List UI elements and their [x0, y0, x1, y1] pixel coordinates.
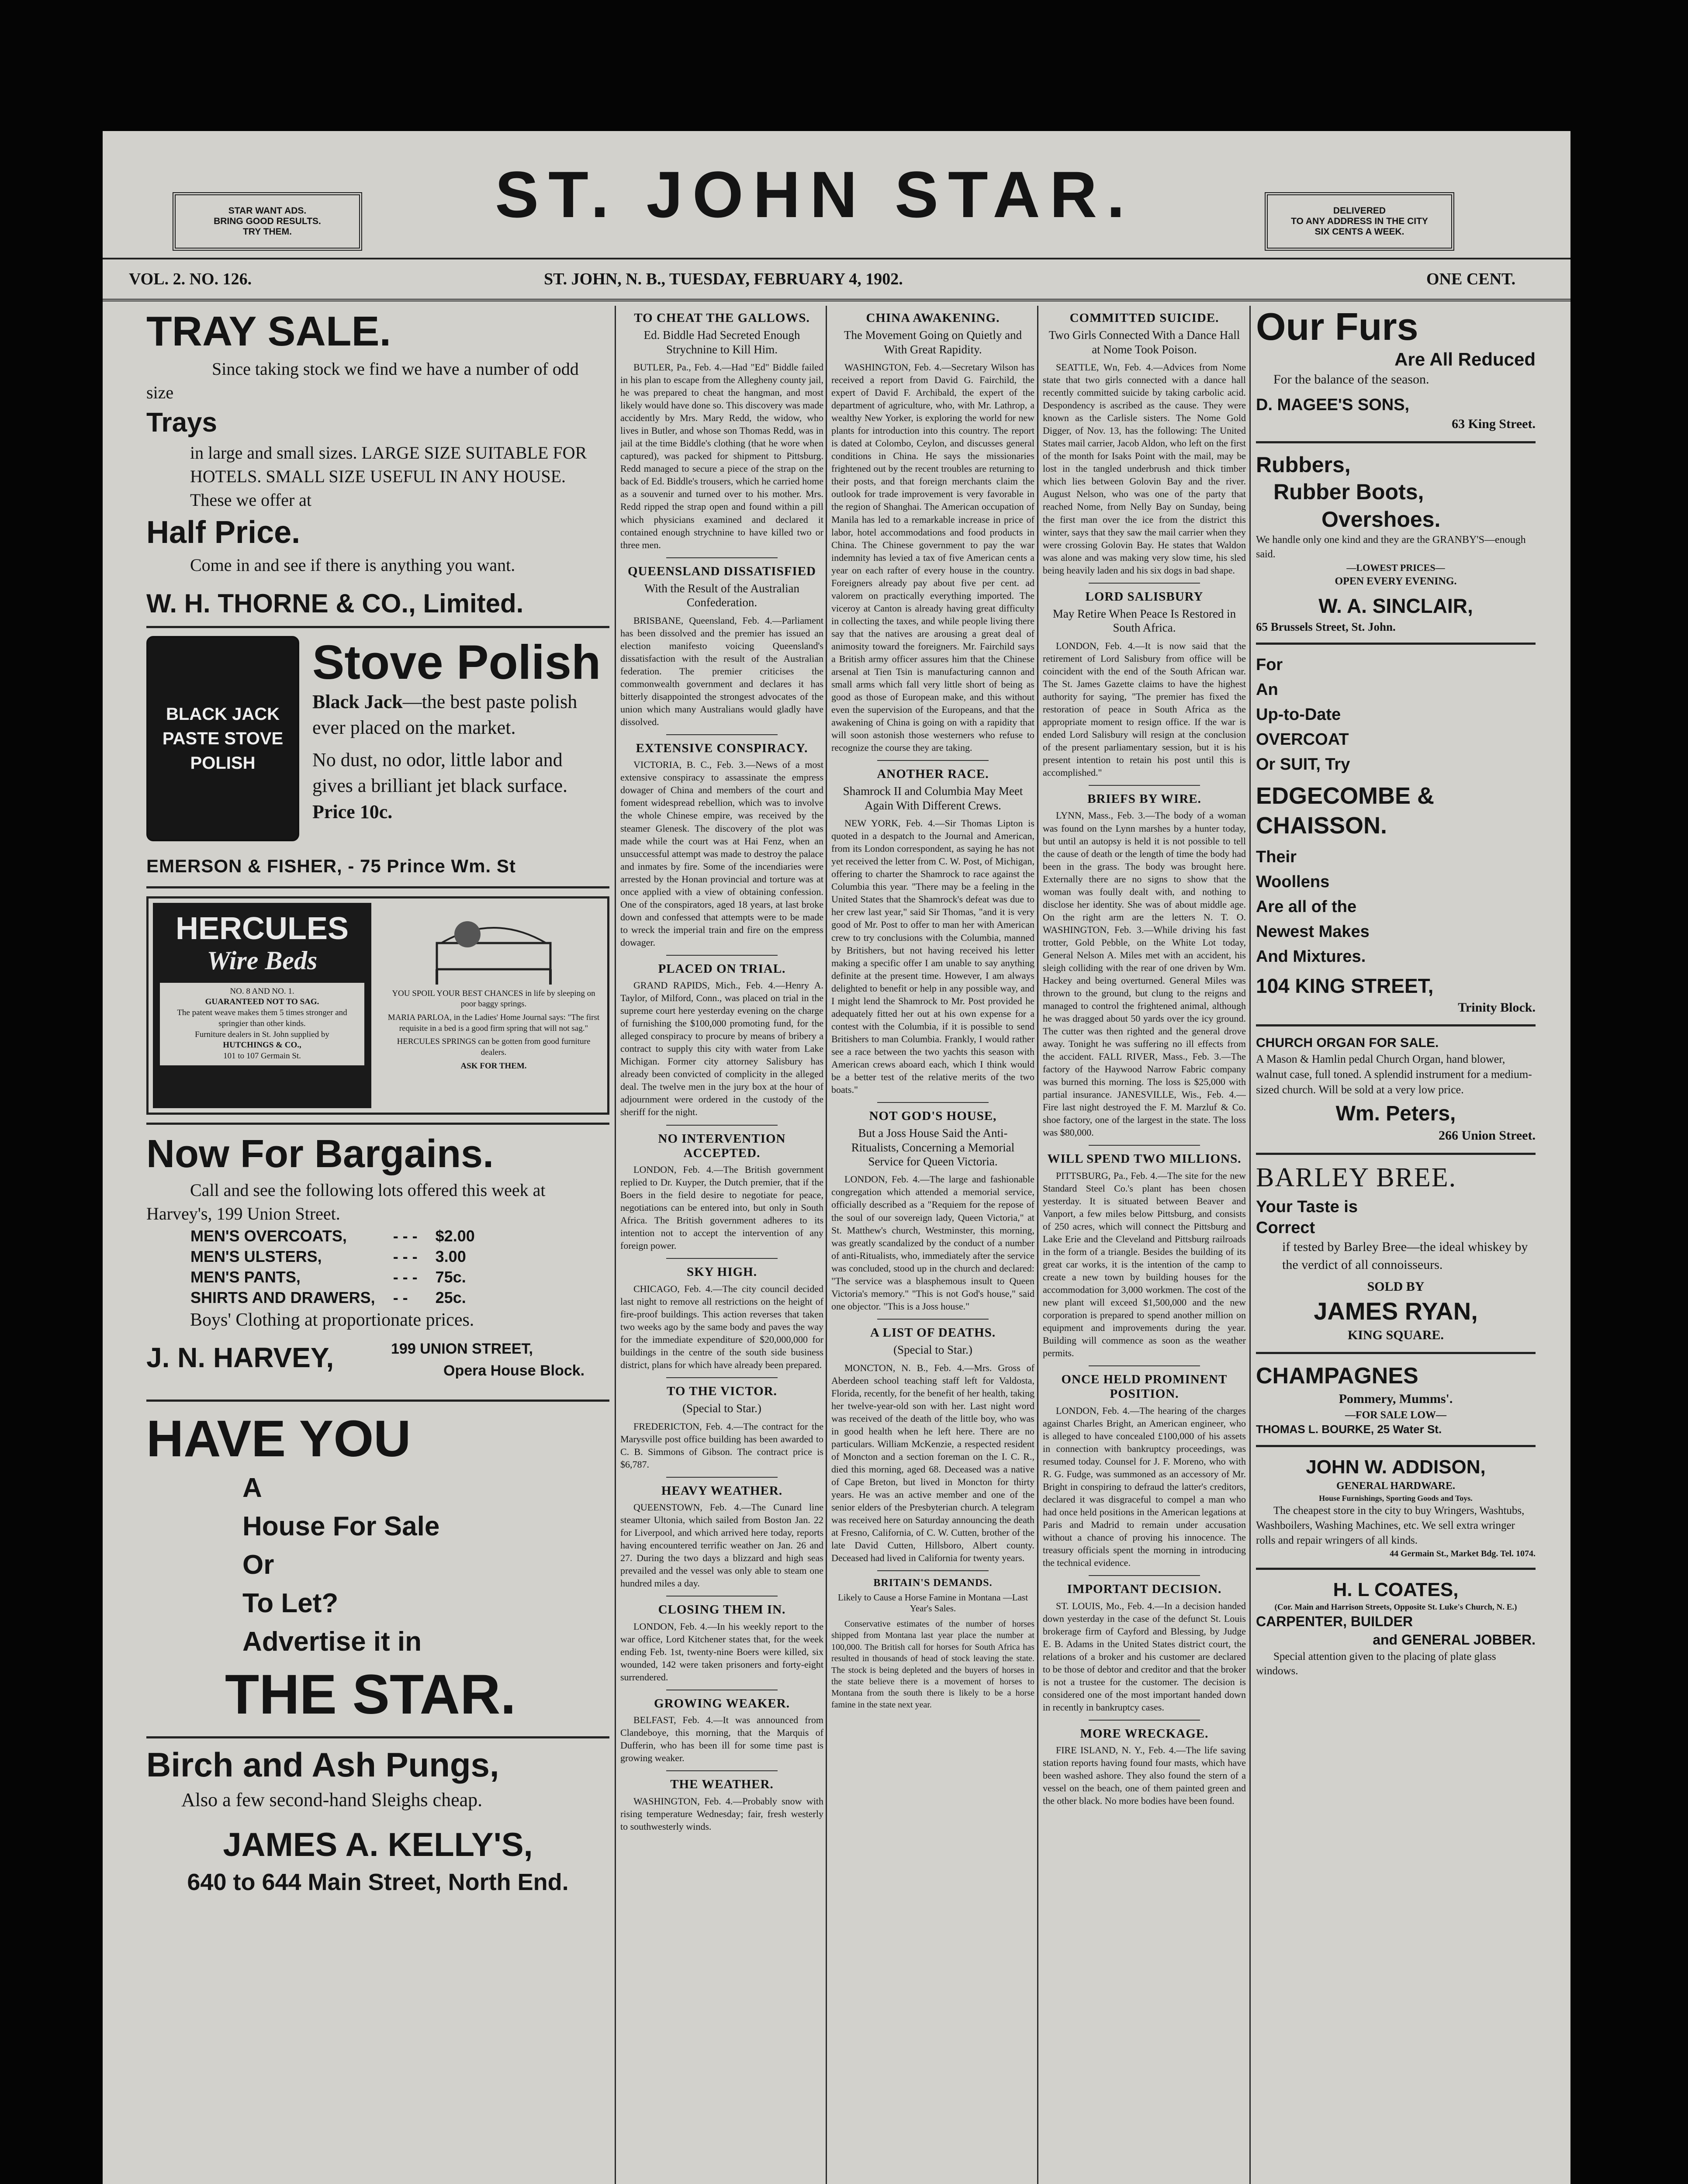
article-headline: HEAVY WEATHER.	[661, 1483, 783, 1498]
furs-title: Our Furs	[1256, 306, 1418, 348]
hercules-line: HUTCHINGS & CO.,	[223, 1040, 301, 1050]
article	[620, 1132, 823, 1252]
article-divider	[666, 1125, 778, 1126]
article-subhead: May Retire When Peace Is Restored in South Africa.	[1052, 607, 1236, 635]
have-you-line: Or	[242, 1550, 274, 1580]
ad-column-left	[146, 306, 609, 2184]
article-divider	[666, 734, 778, 735]
have-you-line: House For Sale	[242, 1511, 440, 1541]
article-headline: NOT GOD'S HOUSE,	[869, 1109, 997, 1123]
article	[1043, 1152, 1246, 1359]
magee-furs-ad	[1256, 306, 1536, 433]
volume-number: VOL. 2. NO. 126.	[129, 270, 252, 288]
article-headline: CLOSING THEM IN.	[658, 1603, 786, 1617]
spoil-line: YOU SPOIL YOUR BEST CHANCES in life by sleeping on poor baggy springs.	[392, 988, 595, 1009]
ad-separator	[1256, 1153, 1536, 1155]
article	[1043, 311, 1246, 577]
article-subhead: Two Girls Connected With a Dance Hall at Nome Took Poison.	[1048, 328, 1240, 356]
stove-polish-price: Price 10c.	[312, 801, 393, 822]
boys-clothing: Boys' Clothing at proportionate prices.	[190, 1310, 474, 1330]
price-row	[190, 1287, 475, 1308]
news-column-4	[1043, 306, 1246, 2184]
article-headline: WILL SPEND TWO MILLIONS.	[1047, 1152, 1242, 1166]
harvey-address-2: Opera House Block.	[443, 1362, 585, 1379]
article-body: ST. LOUIS, Mo., Feb. 4.—In a decision handed down yesterday in the case of the defunct St. Louis brokerage firm of Cayford and Blessing, by Judge E. B. Adams in the United States district court, the relations of a broker and his customer are declared to be those of debtor and creditor and that the broker is not a trustee for the customer. The decision is considered one of the most important handed down in recently in bankruptcy cases.	[1043, 1600, 1246, 1713]
article	[831, 311, 1034, 754]
bargains-ad	[146, 1133, 609, 1392]
hercules-line: GUARANTEED NOT TO SAG.	[205, 997, 319, 1007]
birch-pungs: Birch and Ash Pungs,	[146, 1745, 499, 1784]
article	[620, 564, 823, 728]
coates-address: (Cor. Main and Harrison Streets, Opposite St. Luke's Church, N. E.)	[1274, 1602, 1517, 1612]
price-dash: - -	[393, 1288, 408, 1306]
ad-separator	[1256, 643, 1536, 645]
article-divider	[666, 1596, 778, 1597]
have-you-title: HAVE YOU	[146, 1410, 411, 1468]
kelly-address: 640 to 644 Main Street, North End.	[187, 1869, 569, 1895]
article-subhead: Shamrock II and Columbia May Meet Again With Different Crews.	[843, 784, 1023, 812]
article-body: MONCTON, N. B., Feb. 4.—Mrs. Gross of Aberdeen school teaching staff left for Valdosta, Florida, recently, for the benefit of her health, taking her twelve-year-old son with her. Last night word was received of the death of the little boy, who was in good health when he left here. There are no particulars. William McKenzie, a respected resident of Moncton and a section foreman on the I. C. R., died this morning, aged 68. Deceased was a native of Cape Breton, but lived in Moncton for thirty years. He was an active member and one of the senior elders of the Presbyterian church. A telegram was received here on Saturday announcing the death at Fresno, California, of C. W. Cutten, brother of the late David Cutten, Hillsboro, Albert county. Deceased had lived in California for twenty years.	[831, 1362, 1034, 1563]
left-ear-line: TRY THEM.	[242, 227, 292, 237]
article-body: LONDON, Feb. 4.—The large and fashionable congregation which attended a memorial service, officially described as a "Requiem for the repose of the soul of our sovereign lady, Queen Victoria," at St. Matthew's church, Westminster, this morning, was greatly scandalized by the conduct of a number of anti-Ritualists, who, immediately after the service was concluded, stood up in the church and declared: "The service was a blasphemous insult to Queen Victoria's memory." "This is not God's house," said one objector. "This is a Joss house."	[831, 1174, 1034, 1312]
kelly-name: JAMES A. KELLY'S,	[223, 1826, 533, 1863]
tray-sale-intro: Since taking stock we find we have a number of odd size	[146, 359, 579, 402]
article-divider	[1089, 1145, 1200, 1146]
right-ear-line: TO ANY ADDRESS IN THE CITY	[1291, 216, 1428, 226]
article-headline: EXTENSIVE CONSPIRACY.	[636, 741, 808, 755]
article	[620, 1777, 823, 1832]
dateline-bar	[103, 258, 1570, 301]
article-subhead: Likely to Cause a Horse Famine in Montana —Last Year's Sales.	[837, 1592, 1028, 1614]
issue-date: ST. JOHN, N. B., TUESDAY, FEBRUARY 4, 1902.	[544, 270, 903, 288]
addison-text: The cheapest store in the city to buy Wringers, Washtubs, Washboilers, Washing Machines, etc. We sell extra wringer rolls and repair wringers of all kinds.	[1256, 1505, 1525, 1546]
article	[620, 1697, 823, 1764]
article-divider	[877, 1570, 989, 1571]
left-ear-line: BRING GOOD RESULTS.	[214, 216, 321, 226]
article-body: LONDON, Feb. 4.—In his weekly report to the war office, Lord Kitchener states that, for the week ending Feb. 1st, twenty-nine Boers were killed, six wounded, 142 were taken prisoners and forty-eight surrendered.	[620, 1621, 823, 1683]
left-ear-box	[173, 192, 362, 251]
carpenter-builder: CARPENTER, BUILDER	[1256, 1614, 1413, 1630]
granby-text: We handle only one kind and they are the GRANBY'S—enough said.	[1256, 534, 1526, 560]
article	[620, 1603, 823, 1683]
ad-separator	[1256, 1445, 1536, 1447]
article	[1043, 1582, 1246, 1714]
your-taste: Your Taste is Correct	[1256, 1198, 1358, 1237]
article	[831, 1577, 1034, 1711]
tray-sale-title: TRAY SALE.	[146, 308, 391, 355]
article-headline: TO THE VICTOR.	[667, 1384, 777, 1398]
article-divider	[877, 760, 989, 761]
champagnes-title: CHAMPAGNES	[1256, 1363, 1418, 1389]
article-headline: COMMITTED SUICIDE.	[1069, 311, 1219, 325]
bargains-text: Call and see the following lots offered this week at Harvey's, 199 Union Street.	[146, 1180, 546, 1223]
article-headline: NO INTERVENTION ACCEPTED.	[658, 1131, 786, 1160]
article	[620, 741, 823, 949]
article-body: LONDON, Feb. 4.—It is now said that the retirement of Lord Salisbury from office will be coincident with the end of the South African war. The St. James Gazette claims to have the highest authority for saying, "The premier has fixed the restoration of peace in South Africa as the appropriate moment to resign office. If the war is ended Lord Salisbury will resign at the conclusion of the present parliamentary session, but it is his present intention to retain his post until this is accomplished."	[1043, 640, 1246, 778]
price-row	[190, 1267, 475, 1287]
ad-separator	[1256, 1568, 1536, 1570]
hercules-line: NO. 8 AND NO. 1.	[230, 986, 294, 996]
magee-address: 63 King Street.	[1452, 417, 1536, 432]
trinity-block: Trinity Block.	[1458, 1000, 1536, 1015]
hercules-beds: Wire Beds	[207, 946, 318, 975]
tray-sale-ad	[146, 308, 609, 618]
church-organ-ad	[1256, 1034, 1536, 1145]
ad-column-right	[1256, 306, 1536, 2184]
article-subhead: The Movement Going on Quietly and With Great Rapidity.	[844, 328, 1022, 356]
article-divider	[666, 1377, 778, 1378]
trays-heading: Trays	[146, 407, 218, 438]
overshoes-line: Overshoes.	[1321, 507, 1441, 532]
article-body: WASHINGTON, Feb. 4.—Secretary Wilson has received a report from David G. Fairchild, the expert of David F. Archibald, the expert of the department of agriculture, who, with Mr. Lathrop, a wealthy New Yorker, is exploring the world for new plants for introduction into this country. The report is dated at Colombo, Ceylon, and discusses general conditions in China. He says the missionaries frightened out by the recent troubles are returning to their posts, and that foreign merchants claim the outlook for trade improvement is very favorable in the region of Shanghai. The American occupation of Manila has led to a remarkable increase in price of labor, hotel accommodations and food products in China. The Chinese government to pay the war indemnity has levied a tax of five American cents a year on each rafter of every house in the country. Foreigners already pay about five per cent. ad valorem on practically everything imported. The viceroy at Canton is already having great difficulty in collecting the taxes, and while people living there say that the natives are arousing a great deal of animosity toward the foreigners. Mr. Fairchild says a British army officer assures him that the Chinese arsenal at Tien Tsin is manufacturing cannon and small arms which fall very little short of being as good as those of European make, and this without even the supervision of the Europeans, and that the awakening of China is going on with a rapidity that will soon astonish those westerners who refuse to recognize the course they are taking.	[831, 362, 1034, 753]
masthead	[103, 131, 1570, 258]
edgecombe-name: EDGECOMBE &	[1256, 783, 1435, 809]
article	[1043, 590, 1246, 779]
open-evenings: OPEN EVERY EVENING.	[1335, 575, 1457, 587]
article-headline: BRITAIN'S DEMANDS.	[873, 1577, 993, 1589]
article	[831, 1109, 1034, 1313]
edge-line: For	[1256, 656, 1283, 674]
king-street-address: 104 KING STREET,	[1256, 975, 1434, 998]
for-sale-low: —FOR SALE LOW—	[1345, 1409, 1447, 1421]
article-body: BELFAST, Feb. 4.—It was announced from Clandeboye, this morning, that the Marquis of Dufferin, who has been ill for some time past is growing weaker.	[620, 1714, 823, 1764]
sold-by: SOLD BY	[1367, 1279, 1425, 1294]
news-column-3	[831, 306, 1034, 2184]
left-ear-line: STAR WANT ADS.	[228, 205, 307, 216]
ryan-name: JAMES RYAN,	[1314, 1297, 1478, 1325]
article-headline: QUEENSLAND DISSATISFIED	[628, 564, 816, 578]
coates-name: H. L COATES,	[1333, 1579, 1459, 1600]
spoil-line: HERCULES SPRINGS can be gotten from good furniture dealers.	[397, 1037, 591, 1057]
article-headline: LORD SALISBURY	[1085, 589, 1204, 604]
ad-separator	[1256, 1352, 1536, 1354]
bargains-title: Now For Bargains.	[146, 1132, 494, 1176]
article-body: SEATTLE, Wn, Feb. 4.—Advices from Nome state that two girls connected with a dance hall recently committed suicide by taking carbolic acid. Despondency is ascribed as the cause. They were known as the Carlisle sisters. The Nome Gold Digger, of Nov. 13, has the following: The United States mail carrier, Jacob Aldon, who left on the first of the month for Isaks Point with the mail, may be lost in the tangled underbrush and thick timber which lies between Golovin Bay and the river. August Nelson, who was one of the party that reached Nome, from Nelly Bay on Sunday, being the first man over the ice from the district this winter, says that they saw the mail carrier when they were crossing Golovin Bay. He states that Waldon was alone and was making very slow time, his sled being heavily laden and his six dogs in bad shape.	[1043, 362, 1246, 576]
article-body: VICTORIA, B. C., Feb. 3.—News of a most extensive conspiracy to assassinate the empress dowager of China and members of the court and foment widespread rebellion, which was to involve the whole Chinese empire, was received by the steamer Glenesk. The discovery of the plot was made while the court was at Hai Fenz, when an unsuccessful attempt was made to destroy the palace and inmates by fire. Some of the incendiaries were arrested by the Honan provincial and torture was at once applied with a view of obtaining confession. One of the conspirators, aged 18 years, at last broke down and confessed that attempts were to be made to wreck the imperial train and fire on the empress dowager.	[620, 759, 823, 948]
price-value: 3.00	[435, 1247, 466, 1265]
right-ear-box	[1265, 192, 1454, 251]
ad-separator	[146, 886, 609, 888]
article-divider	[1089, 1720, 1200, 1721]
price-value: 25c.	[435, 1288, 466, 1306]
half-price: Half Price.	[146, 515, 301, 550]
article-subhead: Ed. Biddle Had Secreted Enough Strychnine to Kill Him.	[643, 328, 800, 356]
black-jack-name: Black Jack	[312, 691, 403, 712]
tin-label: BLACK JACK PASTE STOVE POLISH	[162, 704, 284, 773]
article-body: FREDERICTON, Feb. 4.—The contract for the Marysville post office building has been awarded to C. B. Simmons of Gibson. The contract price is $6,787.	[620, 1420, 823, 1470]
article-body: NEW YORK, Feb. 4.—Sir Thomas Lipton is quoted in a despatch to the Journal and American, from its London correspondent, as saying he has not yet received the letter from C. W. Post, of Michigan, offering to charter the Shamrock to race against the Columbia this year. "There may be a feeling in the United States that the Shamrock's defeat was due to her crew last year," said Sir Thomas, "and it is very good of Mr. Post to offer to man her with American crew to try conclusions with the Columbia, manned by Britishers, but not having received his letter making a specific offer I am unable to say anything definite at the present time. However, I am always delighted to benefit or help in any possible way, and I might lend the Shamrock to Mr. Post provided he adequately fitted her out at his own expense for a contest with the Columbia, if it is possible to send Britishers to man Columbia. Frankly, I would rather see a race between the two yachts this season with American crews aboard each, which I think would be a better test of the relative merits of the two boats."	[831, 818, 1034, 1095]
kelly-ad	[146, 1746, 609, 1897]
article	[831, 1326, 1034, 1564]
come-in-text: Come in and see if there is anything you want.	[190, 555, 515, 575]
woollens-line: Woollens	[1256, 873, 1330, 892]
price-item: MEN'S ULSTERS,	[190, 1247, 322, 1265]
granby-ad	[1256, 451, 1536, 635]
article-subhead: With the Result of the Australian Confederation.	[644, 581, 800, 609]
furs-text: For the balance of the season.	[1273, 372, 1429, 387]
have-you-line: To Let?	[242, 1588, 339, 1619]
have-you-line: A	[242, 1472, 262, 1503]
article-headline: ONCE HELD PROMINENT POSITION.	[1061, 1372, 1228, 1401]
article-headline: GROWING WEAKER.	[654, 1696, 790, 1711]
price-dash: - - -	[393, 1227, 418, 1245]
price-item: MEN'S OVERCOATS,	[190, 1227, 347, 1245]
black-jack-tin-image	[146, 636, 299, 841]
the-star-text: THE STAR.	[225, 1663, 516, 1726]
rubber-boots-line: Rubber Boots,	[1273, 480, 1424, 505]
price-dash: - - -	[393, 1268, 418, 1286]
harvey-address-1: 199 UNION STREET,	[391, 1341, 533, 1358]
lowest-prices: —LOWEST PRICES—	[1346, 562, 1445, 574]
article-divider	[666, 955, 778, 956]
edge-line: Or SUIT, Try	[1256, 755, 1350, 774]
sinclair-name: W. A. SINCLAIR,	[1318, 594, 1473, 618]
edge-line: OVERCOAT	[1256, 730, 1349, 749]
newspaper-page	[103, 131, 1570, 2184]
champagnes-ad	[1256, 1362, 1536, 1437]
spoil-line: MARIA PARLOA, in the Ladies' Home Journal says: "The first requisite in a bed is a good firm spring that will not sag."	[387, 1013, 600, 1033]
barley-bree-title: BARLEY BREE.	[1256, 1162, 1457, 1192]
article-divider	[1089, 583, 1200, 584]
article	[620, 311, 823, 551]
coates-text: Special attention given to the placing of plate glass windows.	[1256, 1650, 1496, 1677]
article-headline: BRIEFS BY WIRE.	[1087, 792, 1201, 806]
news-column-2	[620, 306, 823, 2184]
pommery-mumms: Pommery, Mumms'.	[1339, 1392, 1453, 1406]
woollens-line: And Mixtures.	[1256, 947, 1366, 966]
woollens-line: Newest Makes	[1256, 923, 1370, 941]
article-body: BRISBANE, Queensland, Feb. 4.—Parliament has been dissolved and the premier has issued an election manifesto voicing Queensland's dissatisfaction with the result of the Australian federation. The premier criticises the commonwealth government and declares it has bitterly disappointed the strongest advocates of the union which many Australians would gladly have dissolved.	[620, 615, 823, 727]
woollens-line: Are all of the	[1256, 898, 1357, 916]
article-headline: TO CHEAT THE GALLOWS.	[634, 311, 810, 325]
newspaper-title: ST. JOHN STAR.	[495, 158, 1135, 231]
hercules-line: Furniture dealers in St. John supplied by	[195, 1030, 329, 1039]
article-headline: IMPORTANT DECISION.	[1067, 1582, 1222, 1597]
price-row	[190, 1246, 475, 1267]
price-item: MEN'S PANTS,	[190, 1268, 301, 1286]
article-divider	[666, 1770, 778, 1771]
article	[831, 767, 1034, 1096]
bourke-address: THOMAS L. BOURKE, 25 Water St.	[1256, 1422, 1442, 1436]
article-body: QUEENSTOWN, Feb. 4.—The Cunard line steamer Ultonia, which sailed from Boston Jan. 22 for Liverpool, and which arrived here today, reports having encountered terrific weather on Jan. 26 and 27. During the two days a blizzard and high seas prevailed and the vessel was only able to steam one hundred miles a day.	[620, 1502, 823, 1589]
right-ear-line: DELIVERED	[1333, 205, 1386, 216]
article-headline: A LIST OF DEATHS.	[870, 1325, 996, 1340]
column-rule	[1249, 306, 1251, 2184]
article-body: PITTSBURG, Pa., Feb. 4.—The site for the new Standard Steel Co.'s plant has been chosen yesterday. It is situated between Beaver and Vanport, a few miles below Pittsburg, and consists of 250 acres, which will connect the Pittsburg and Lake Erie and the Cleveland and Pittsburg railroads in the form of a triangle. Besides the building of its great car works, it is the intention of the camp to create a new town by building houses for the accommodation for 3,000 workmen. The cost of the new plant will exceed $1,500,000 and the new corporation is prepared to spend another million on equipment and improvements during the year. Building will commence as soon as the weather permits.	[1043, 1170, 1246, 1359]
article	[1043, 1727, 1246, 1807]
have-you-ad	[146, 1410, 609, 1728]
article-divider	[666, 1258, 778, 1259]
ad-separator	[1256, 1024, 1536, 1026]
article-body: FIRE ISLAND, N. Y., Feb. 4.—The life saving station reports having found four masts, which have been washed ashore. They also found the stern of a vessel on the beach, one of them painted green and the other black. No more bodies have been found.	[1043, 1745, 1246, 1807]
article-subhead: But a Joss House Said the Anti-Ritualists, Concerning a Memorial Service for Queen Victoria.	[851, 1127, 1015, 1168]
article-headline: CHINA AWAKENING.	[866, 311, 1000, 325]
article-body: LONDON, Feb. 4.—The British government replied to Dr. Kuyper, the Dutch premier, that if the Boers in the field desire to negotiate for peace, negotiations can be entered into, but only in South Africa. The British government adheres to its intention not to accept the intervention of any foreign power.	[620, 1164, 823, 1251]
article-headline: PLACED ON TRIAL.	[658, 961, 786, 976]
emerson-fisher: EMERSON & FISHER, - 75 Prince Wm. St	[146, 855, 516, 876]
woollens-line: Their	[1256, 848, 1297, 867]
hercules-name: HERCULES	[175, 911, 349, 946]
sleighs-text: Also a few second-hand Sleighs cheap.	[181, 1789, 483, 1811]
ad-separator	[146, 1736, 609, 1738]
ad-separator	[146, 626, 609, 628]
sinclair-address: 65 Brussels Street, St. John.	[1256, 620, 1396, 633]
bed-illustration	[428, 904, 559, 987]
addison-ad	[1256, 1455, 1536, 1560]
addison-name: JOHN W. ADDISON,	[1306, 1456, 1486, 1478]
stove-polish-text-2: No dust, no odor, little labor and gives a brilliant jet black surface.	[312, 749, 567, 797]
spoil-line: ASK FOR THEM.	[460, 1061, 527, 1071]
column-rule	[1037, 306, 1038, 2184]
coates-ad	[1256, 1578, 1536, 1679]
hercules-line: The patent weave makes them 5 times stronger and springier than other kinds.	[177, 1008, 347, 1028]
right-ear-line: SIX CENTS A WEEK.	[1314, 227, 1404, 237]
addison-address: 44 Germain St., Market Bdg. Tel. 1074.	[1390, 1548, 1536, 1559]
organ-heading: CHURCH ORGAN FOR SALE.	[1256, 1036, 1439, 1051]
chaisson-name: CHAISSON.	[1256, 812, 1387, 839]
column-rule	[615, 306, 616, 2184]
article-headline: SKY HIGH.	[686, 1265, 757, 1279]
article	[620, 1484, 823, 1590]
harvey-name: J. N. HARVEY,	[146, 1342, 334, 1374]
article-body: BUTLER, Pa., Feb. 4.—Had "Ed" Biddle failed in his plan to escape from the Allegheny county jail, he was prepared to cheat the hangman, and most likely would have done so. This discovery was made accidently by Mrs. Mary Redd, the widow, who lives in Butler, and whose son Thomas Redd, was in jail at the time Biddle's clothing (that he wore when captured), was packed for shipment to Pittsburg. Redd managed to secure a piece of the strap on the back of Ed. Biddle's trousers, which he carried home as a souvenir and turned over to his mother. Mrs. Redd ripped the strap open and found within a pill which physicians examined and declared it contained enough strychnine to have killed two or three men.	[620, 362, 823, 550]
king-square: KING SQUARE.	[1347, 1327, 1444, 1342]
ad-separator	[1256, 441, 1536, 443]
article-subhead: (Special to Star.)	[682, 1402, 761, 1415]
article	[620, 1384, 823, 1471]
peters-address: 266 Union Street.	[1439, 1128, 1536, 1143]
ad-separator	[146, 1123, 609, 1125]
hercules-ad	[146, 896, 609, 1115]
article-divider	[1089, 1575, 1200, 1576]
magee-name: D. MAGEE'S SONS,	[1256, 395, 1410, 414]
article-divider	[1089, 1365, 1200, 1366]
article-divider	[1089, 785, 1200, 786]
article-body: CHICAGO, Feb. 4.—The city council decided last night to remove all restrictions on the height of fire-proof buildings. This action reverses that taken two weeks ago by the same body and paves the way for the immediate expenditure of $20,000,000 for buildings in the centre of the south side business district, plans for which have already been prepared.	[620, 1283, 823, 1370]
article-body: LONDON, Feb. 4.—The hearing of the charges against Charles Bright, an American engineer, who is alleged to have concealed £100,000 of his assets in connection with bankruptcy proceedings, was resumed today. Counsel for J. F. Moreno, who with R. G. Fudge, was summoned as an accessory of Mr. Bright in conspiring to defraud the latter's creditors, declared it was disgraceful to compel a man who had once held positions in the American legations at Paris and Madrid to remain under accusation without a chance of proving his innocence. The treasury officials spent the morning in introducing the technical evidence.	[1043, 1405, 1246, 1569]
issue-price: ONE CENT.	[1426, 270, 1516, 288]
price-row	[190, 1226, 475, 1246]
house-furnishings: House Furnishings, Sporting Goods and Toys.	[1319, 1494, 1473, 1503]
article	[620, 1265, 823, 1371]
article-body: GRAND RAPIDS, Mich., Feb. 4.—Henry A. Taylor, of Milford, Conn., was placed on trial in the supreme court here yesterday evening on the charge of furnishing the $100,000 promoting fund, for the alleged conspiracy to procure by means of bribery a contract to supply this city with water from Lake Michigan. Former city attorney Salisbury has already been convicted of complicity in the alleged deal. The twelve men in the jury box at the hour of adjournment were ordered in the custody of the sheriff for the night.	[620, 980, 823, 1118]
article-body: WASHINGTON, Feb. 4.—Probably snow with rising temperature Wednesday; fair, fresh westerly to southwesterly winds.	[620, 1795, 823, 1832]
edge-line: An	[1256, 681, 1278, 699]
barley-bree-ad	[1256, 1163, 1536, 1344]
stove-polish-text: —the best paste polish ever placed on the market.	[312, 691, 578, 739]
stove-polish-title: Stove Polish	[312, 635, 601, 689]
article	[1043, 1372, 1246, 1569]
article-body: LYNN, Mass., Feb. 3.—The body of a woman was found on the Lynn marshes by a hunter today, but until an autopsy is held it is not possible to tell the cause of death or the length of time the body had been in the grass. The body was brought here. Externally there are no signs to show that the woman was foully dealt with, and nothing to disclose her identity. She was of about middle age. On the right arm are the letters N. T. O. WASHINGTON, Feb. 3.—While driving his fast trotter, Gold Pebble, on the White Lot today, General Nelson A. Miles met with an accident, his sleigh colliding with the rear of one driven by Wm. Hackey and being overturned. General Miles was thrown to the ground, but clung to the reigns and managed to control the frightened animal, although he was dragged about 50 yards over the icy ground. The cutter was then righted and the general drove away. Tonight he was suffering no ill effects from the accident. FALL RIVER, Mass., Feb. 3.—The factory of the Haywood Narrow Fabric company was burned this morning. The loss is $25,000 with partial insurance. JANESVILLE, Wis., Feb. 4.—Fire last night destroyed the F. M. Marzluf & Co. shoe factory, one of the largest in the state. The loss was $80,000.	[1043, 810, 1246, 1138]
price-dash: - - -	[393, 1247, 418, 1265]
price-list	[190, 1226, 475, 1308]
article-headline: MORE WRECKAGE.	[1080, 1726, 1209, 1741]
organ-text: A Mason & Hamlin pedal Church Organ, hand blower, walnut case, full toned. A splendid instrument for a medium-sized church. Will be sold at a very low price.	[1256, 1053, 1532, 1096]
edge-line: Up-to-Date	[1256, 705, 1341, 724]
hercules-line: 101 to 107 Germain St.	[223, 1051, 301, 1061]
article-divider	[877, 1102, 989, 1103]
peters-name: Wm. Peters,	[1335, 1102, 1456, 1126]
article	[1043, 792, 1246, 1139]
ad-separator	[146, 1400, 609, 1402]
article-body: Conservative estimates of the number of horses shipped from Montana last year place the number at 100,000. The British call for horses for South Africa has resulted in thousands of head of stock leaving the state. The stock is being depleted and the buyers of horses in the state believe there is a movement of horses to Montana from the south there is likely to be a horse famine in the state next year.	[831, 1619, 1034, 1710]
have-you-line: Advertise it in	[242, 1627, 422, 1657]
price-value: 75c.	[435, 1268, 466, 1286]
article-divider	[666, 1477, 778, 1478]
furs-reduced: Are All Reduced	[1394, 349, 1536, 370]
article	[620, 962, 823, 1119]
trays-text: in large and small sizes. LARGE SIZE SUITABLE FOR HOTELS. SMALL SIZE USEFUL IN ANY HOUSE. These we offer at	[190, 442, 587, 510]
article-headline: ANOTHER RACE.	[877, 767, 989, 781]
rubbers-line: Rubbers,	[1256, 452, 1351, 477]
price-value: $2.00	[435, 1227, 475, 1245]
article-subhead: (Special to Star.)	[893, 1343, 972, 1357]
price-item: SHIRTS AND DRAWERS,	[190, 1288, 375, 1306]
article-headline: THE WEATHER.	[670, 1777, 774, 1792]
stove-polish-ad	[146, 636, 609, 854]
edgecombe-ad	[1256, 653, 1536, 1016]
barley-text: if tested by Barley Bree—the ideal whiskey by the verdict of all connoisseurs.	[1282, 1240, 1528, 1272]
general-jobber: and GENERAL JOBBER.	[1373, 1631, 1536, 1648]
column-rule	[826, 306, 827, 2184]
thorne-company: W. H. THORNE & CO., Limited.	[146, 588, 524, 618]
hercules-logo	[153, 903, 371, 1108]
general-hardware: GENERAL HARDWARE.	[1336, 1480, 1456, 1492]
article-divider	[877, 1319, 989, 1320]
article-divider	[666, 557, 778, 558]
